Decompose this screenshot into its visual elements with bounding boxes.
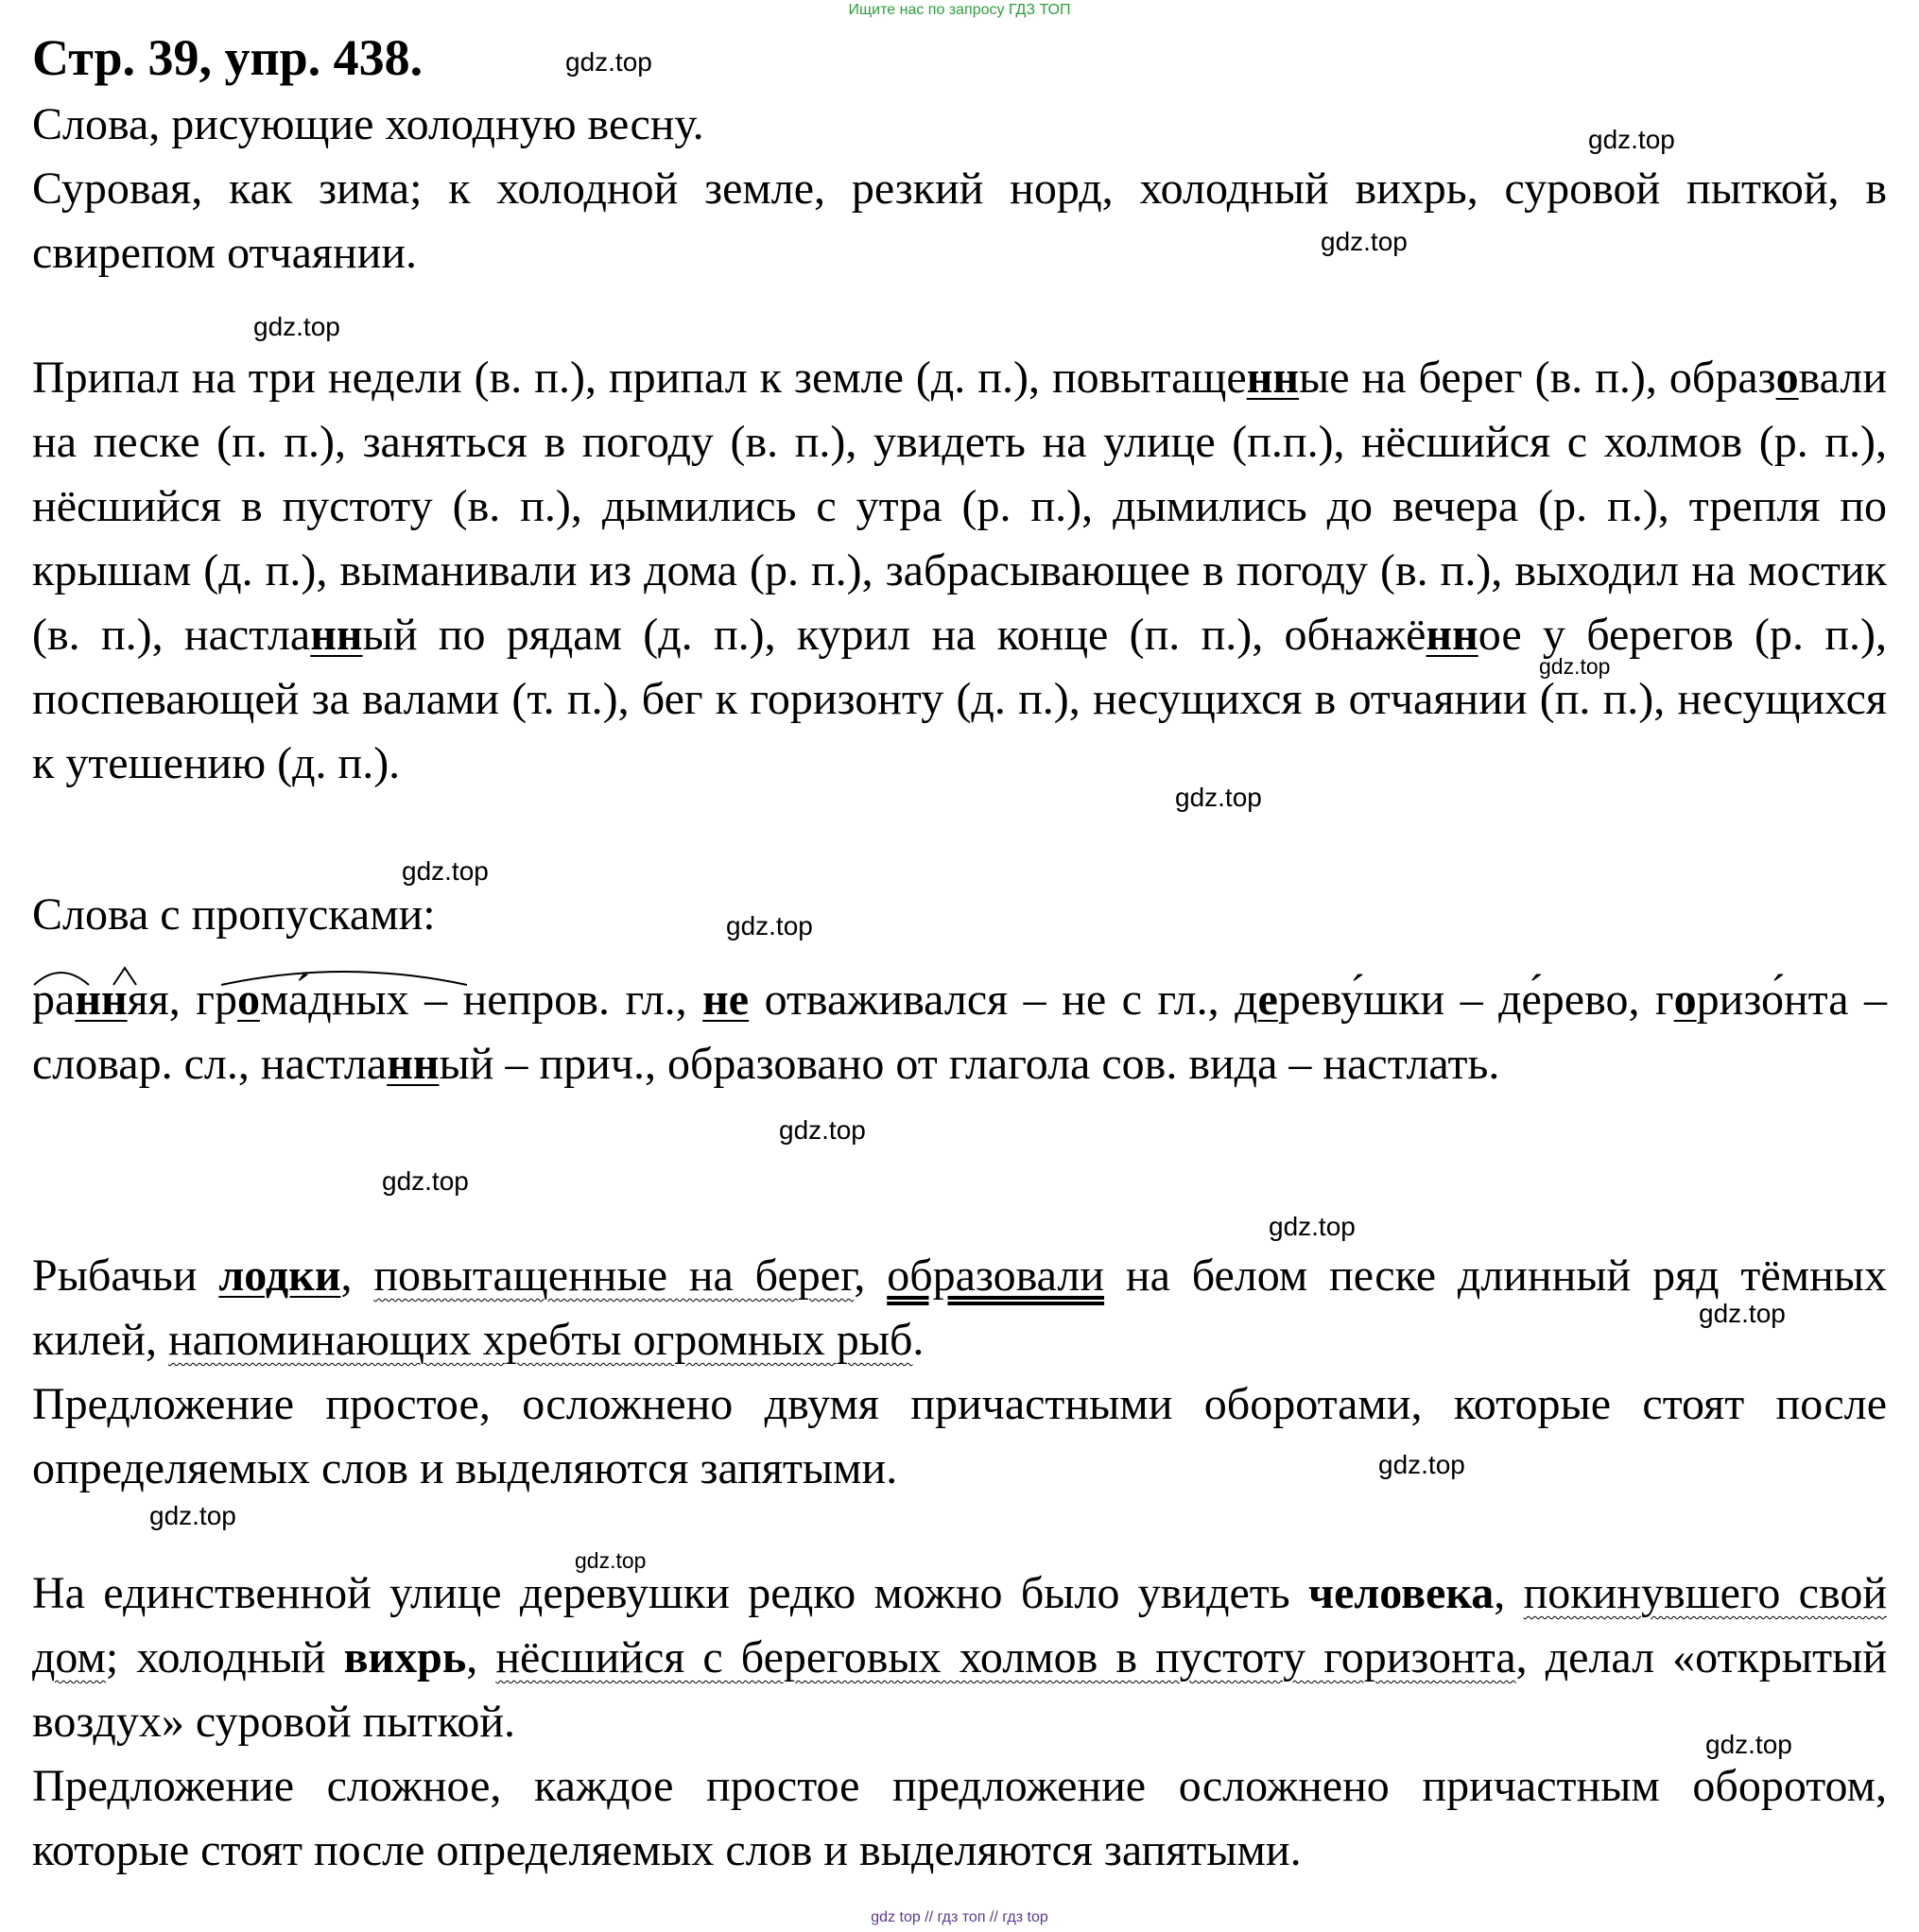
watermark: gdz.top <box>402 856 489 886</box>
watermark: gdz.top <box>779 1115 866 1145</box>
watermark: gdz.top <box>1699 1299 1786 1328</box>
highlight-nn: нн <box>310 610 363 660</box>
watermark: gdz.top <box>1321 227 1408 256</box>
watermark: gdz.top <box>1539 654 1611 679</box>
highlight-o: о <box>1673 975 1697 1025</box>
sentence-1: Рыбачьи лодки, повытащенные на берег, образовали на белом песке длинный ряд тёмных килей, напоминающих хребты огромных рыб. <box>32 1251 1888 1365</box>
intro-text: Суровая, как зима; к холодной земле, резкий норд, холодный вихрь, суровой пыткой, в свирепом отчаянии. <box>32 164 1887 278</box>
intro-heading: Слова, рисующие холодную весну. <box>32 99 704 149</box>
defined-word: человека <box>1308 1568 1495 1618</box>
watermark: gdz.top <box>726 911 813 940</box>
participial-phrase: повытащенные на берег <box>373 1251 855 1301</box>
watermark: gdz.top <box>1175 783 1262 812</box>
watermark: gdz.top <box>1378 1450 1465 1479</box>
watermark: gdz.top <box>1705 1730 1792 1759</box>
participial-phrase: напоминающих хребты огромных рыб <box>167 1315 913 1365</box>
watermark: gdz.top <box>1588 125 1675 154</box>
highlight-nn: нн <box>387 1039 440 1089</box>
analysis-2: Предложение сложное, каждое простое предложение осложнено причастным оборотом, которые стоят после определяемых слов и выделяются запятыми. <box>32 1761 1887 1875</box>
highlight-o: о <box>236 975 260 1025</box>
gaps-heading: Слова с пропусками: <box>32 889 436 940</box>
watermark: gdz.top <box>253 312 340 341</box>
highlight-ne: не <box>702 975 750 1025</box>
predicate: образовали <box>887 1251 1105 1301</box>
sentence-2: На единственной улице деревушки редко можно было увидеть человека, покинувшего свой дом; холодный вихрь, нёсшийся с береговых холмов в пустоту горизонта, делал «открытый воздух» суровой пыткой. <box>32 1568 1888 1747</box>
gaps-paragraph: ранняя, грома́дных – непров. гл., не отваживался – не с гл., дереву́шки – де́рево, горизо́нта – словар. сл., настланный – прич., образовано от глагола сов. вида – настлать. <box>32 975 1888 1089</box>
highlight-o: о <box>1775 353 1799 403</box>
watermark: gdz.top <box>1269 1212 1356 1241</box>
watermark: gdz.top <box>149 1501 236 1530</box>
page-title: Стр. 39, упр. 438. <box>32 29 424 86</box>
participial-phrase: покинувшего свой дом <box>32 1568 1888 1682</box>
analysis-1: Предложение простое, осложнено двумя причастными оборотами, которые стоят после определяемых слов и выделяются запятыми. <box>32 1379 1887 1493</box>
watermark: gdz.top <box>565 47 652 77</box>
top-banner[interactable]: Ищите нас по запросу ГДЗ ТОП <box>848 2 1071 18</box>
highlight-nn: нн <box>75 975 128 1025</box>
participial-phrase: нёсшийся с береговых холмов в пустоту горизонта <box>495 1632 1516 1682</box>
subject: лодки <box>218 1251 341 1301</box>
defined-word: вихрь <box>343 1632 467 1682</box>
highlight-nn: нн <box>1246 353 1299 403</box>
footer-links[interactable]: gdz top // гдз топ // гдз top <box>871 1909 1048 1925</box>
watermark: gdz.top <box>382 1166 469 1196</box>
highlight-e: е <box>1257 975 1278 1025</box>
phrases-paragraph: Припал на три недели (в. п.), припал к земле (д. п.), повытащенные на берег (в. п.), образовали на песке (п. п.), заняться в погоду (в. п.), увидеть на улице (п.п.), нёсшийся с холмов (р. п.), нёсшийся в пустоту (в. п.), дымились с утра (р. п.), дымились до вечера (р. п.), трепля по крышам (д. п.), выманивали из дома (р. п.), забрасывающее в погоду (в. п.), выходил на мостик (в. п.), настланный по рядам (д. п.), курил на конце (п. п.), обнажённое у берегов (р. п.), поспевающей за валами (т. п.), бег к горизонту (д. п.), несущихся в отчаянии (п. п.), несущихся к утешению (д. п.). <box>32 353 1888 788</box>
watermark: gdz.top <box>575 1548 647 1573</box>
highlight-nn: нн <box>1426 610 1478 660</box>
